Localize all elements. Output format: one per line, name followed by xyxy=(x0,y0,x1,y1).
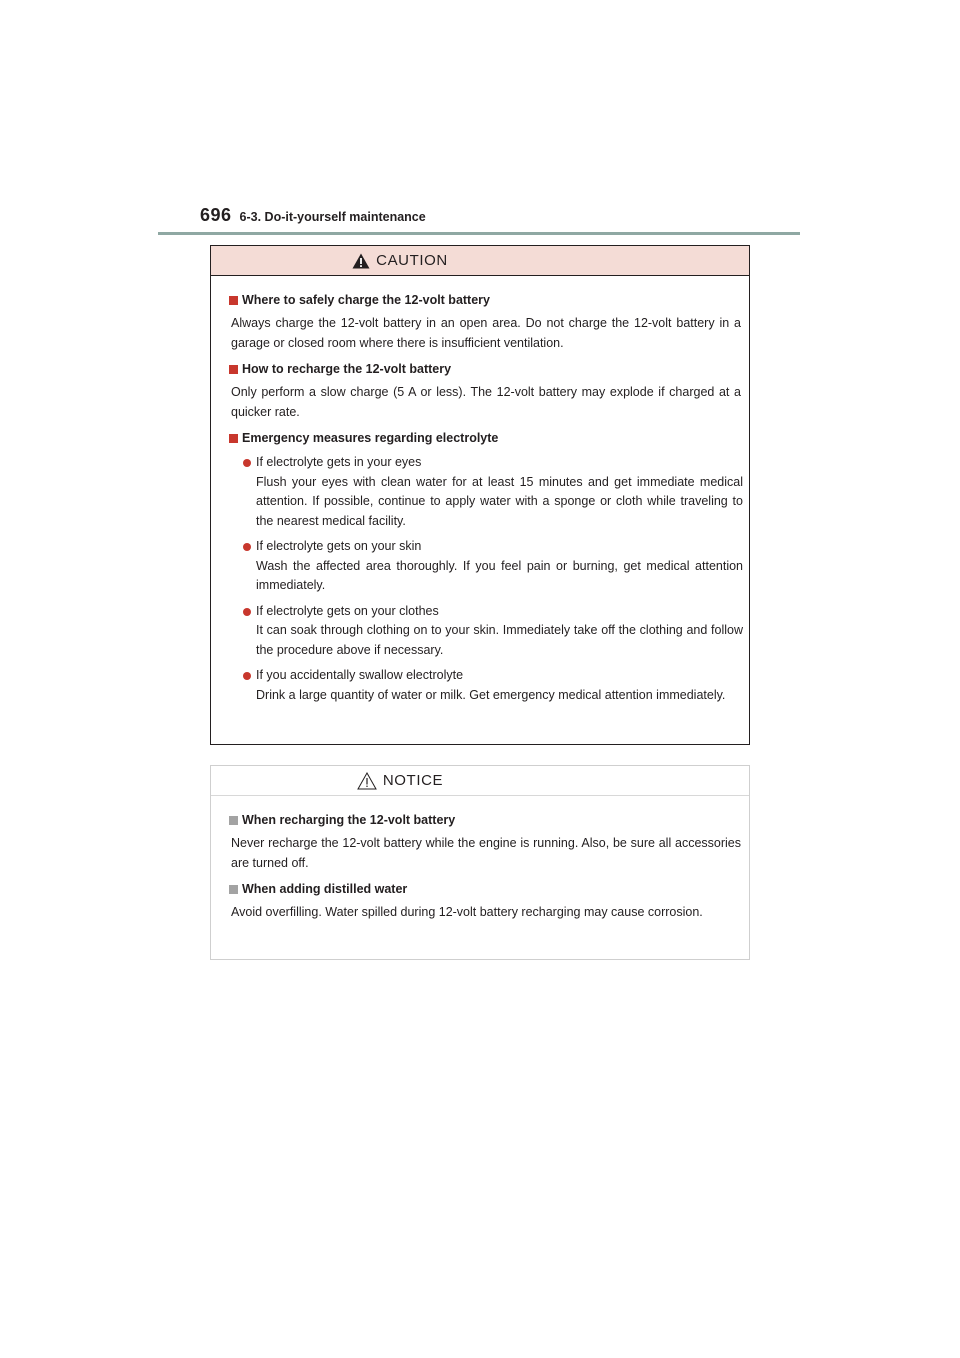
notice-text-recharging: Never recharge the 12-volt battery while the engine is running. Also, be sure all accessories are turned off. xyxy=(231,836,741,870)
caution-header xyxy=(211,246,749,276)
bullet-text: Drink a large quantity of water or milk. Get emergency medical attention immediately. xyxy=(256,687,726,702)
list-item xyxy=(243,537,743,596)
square-bullet-icon xyxy=(229,434,238,443)
caution-box xyxy=(210,245,750,745)
warning-outline-icon xyxy=(357,772,377,790)
page-number: 696 xyxy=(200,205,232,225)
notice-header xyxy=(211,766,749,796)
caution-text-where: Always charge the 12-volt battery in an open area. Do not charge the 12-volt battery in a garage or closed room where there is insufficient ventilation. xyxy=(231,316,741,350)
page-header xyxy=(200,205,426,226)
bullet-text: It can soak through clothing on to your skin. Immediately take off the clothing and follow the procedure above if necessary. xyxy=(256,623,743,657)
caution-heading-emergency: Emergency measures regarding electrolyte xyxy=(229,429,743,447)
square-bullet-icon xyxy=(229,365,238,374)
caution-title: CAUTION xyxy=(376,252,448,269)
warning-filled-icon xyxy=(352,253,370,269)
round-bullet-icon xyxy=(243,608,251,616)
caution-body xyxy=(211,276,749,705)
list-item xyxy=(243,666,743,705)
round-bullet-icon xyxy=(243,543,251,551)
bullet-lead: If electrolyte gets on your skin xyxy=(256,539,422,553)
round-bullet-icon xyxy=(243,672,251,680)
notice-body xyxy=(211,796,749,922)
section-title: 6-3. Do-it-yourself maintenance xyxy=(239,210,426,224)
caution-text-how: Only perform a slow charge (5 A or less). The 12-volt battery may explode if charged at a quicker rate. xyxy=(231,385,741,419)
notice-box xyxy=(210,765,750,960)
square-bullet-icon xyxy=(229,296,238,305)
list-item xyxy=(243,602,743,661)
list-item xyxy=(243,453,743,531)
notice-title: NOTICE xyxy=(382,772,444,789)
header-rule xyxy=(158,232,800,235)
bullet-text: Flush your eyes with clean water for at least 15 minutes and get immediate medical attention. If possible, continue to apply water with a sponge or cloth while traveling to the nearest medical facility. xyxy=(256,474,743,528)
notice-text-distilled: Avoid overfilling. Water spilled during 12-volt battery recharging may cause corrosion. xyxy=(231,905,703,919)
square-bullet-icon xyxy=(229,816,238,825)
bullet-lead: If electrolyte gets in your eyes xyxy=(256,455,422,469)
notice-heading-recharging: When recharging the 12-volt battery xyxy=(229,811,743,829)
caution-heading-where: Where to safely charge the 12-volt battery xyxy=(229,291,743,309)
bullet-lead: If you accidentally swallow electrolyte xyxy=(256,668,464,682)
bullet-text: Wash the affected area thoroughly. If you feel pain or burning, get medical attention immediately. xyxy=(256,558,743,592)
caution-heading-how: How to recharge the 12-volt battery xyxy=(229,360,743,378)
bullet-lead: If electrolyte gets on your clothes xyxy=(256,603,439,618)
square-bullet-icon xyxy=(229,885,238,894)
notice-heading-distilled: When adding distilled water xyxy=(229,880,743,898)
round-bullet-icon xyxy=(243,459,251,467)
